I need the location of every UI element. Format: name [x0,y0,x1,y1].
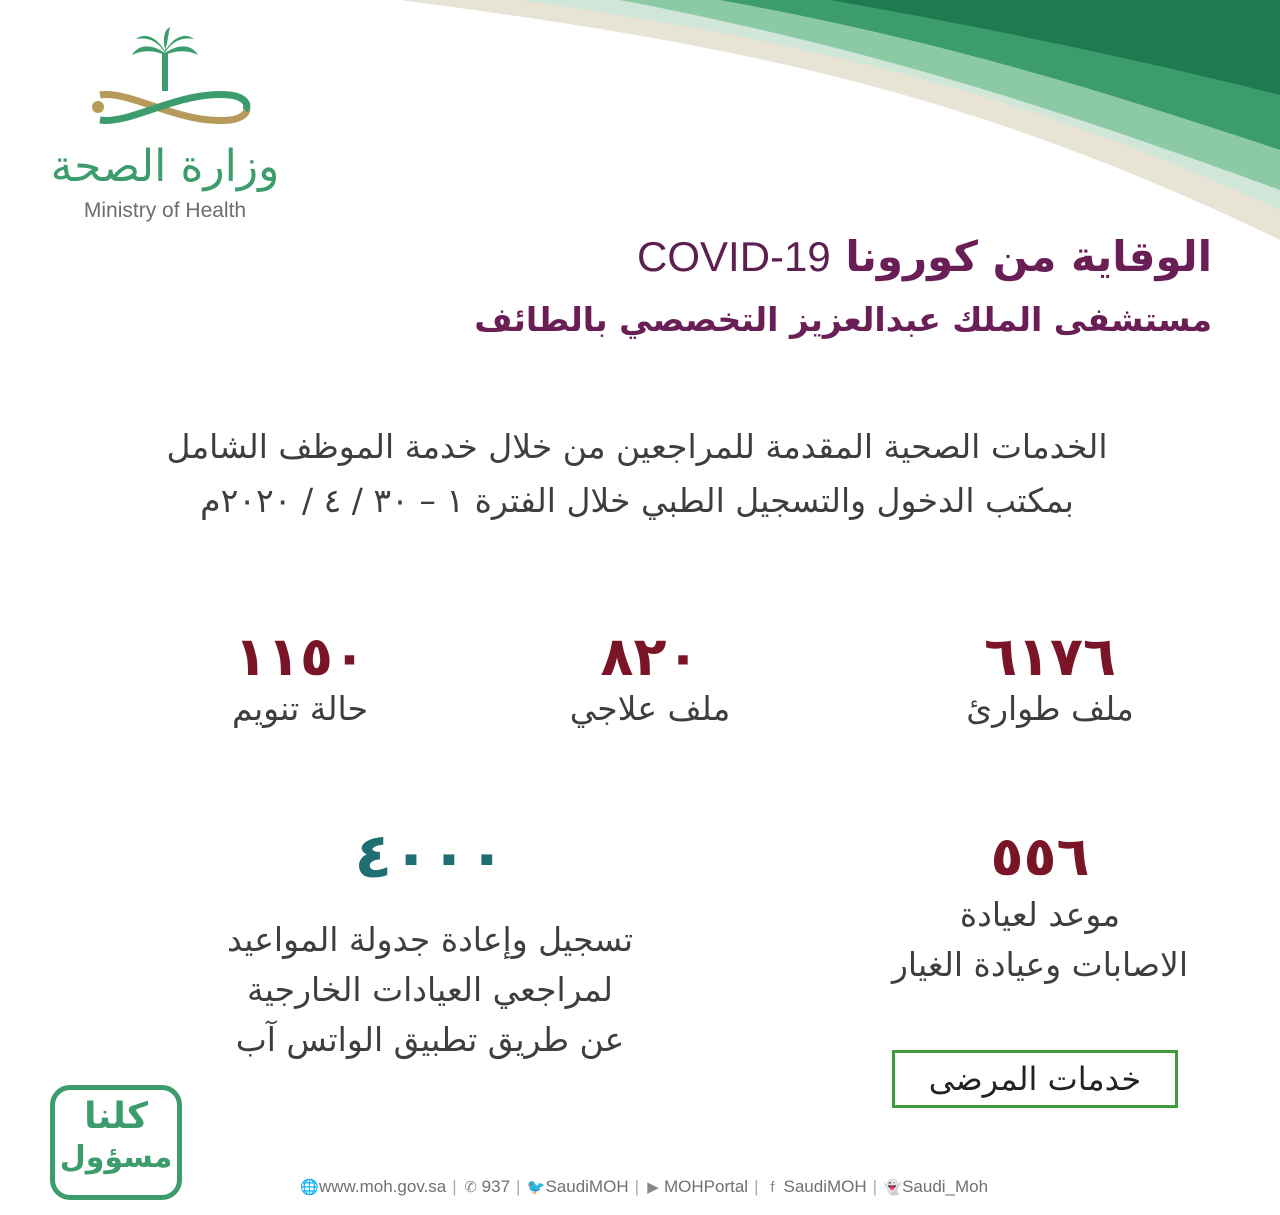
footer-separator: | [452,1177,457,1196]
stat-whatsapp-label-1: تسجيل وإعادة جدولة المواعيد [226,920,634,959]
logo-arabic-text: وزارة الصحة [50,141,280,192]
stat-clinic-value: ٥٥٦ [990,825,1090,888]
phone-icon: ✆ [464,1179,477,1196]
footer-separator: | [516,1177,521,1196]
footer-website[interactable]: 🌐 www.moh.gov.sa [300,1177,447,1196]
page-title [637,232,1212,281]
stat-inpatient-value: ١١٥٠ [234,625,366,688]
facebook-icon: f [770,1178,775,1196]
footer-separator: | [634,1177,640,1196]
slogan-logo [50,1085,182,1200]
stat-treatment [500,625,800,734]
stat-clinic-label-2: الاصابات وعيادة الغيار [891,945,1189,984]
moh-logo [40,25,290,230]
footer-contacts [300,1172,1060,1202]
intro-text [52,420,1222,528]
slogan-line-1: كلنا [84,1096,148,1137]
hospital-name: مستشفى الملك عبدالعزيز التخصصي بالطائف [474,300,1212,339]
footer-snapchat[interactable]: 👻 Saudi_Moh [883,1177,989,1196]
footer-facebook[interactable]: f SaudiMOH [765,1177,867,1197]
stat-emergency-value: ٦١٧٦ [984,625,1116,688]
palm-swords-emblem-icon [40,25,290,140]
logo-english-text: Ministry of Health [83,199,247,222]
stat-inpatient-label: حالة تنويم [231,689,369,728]
stat-emergency-label: ملف طوارئ [966,689,1134,728]
intro-line-1: الخدمات الصحية المقدمة للمراجعين من خلال خدمة الموظف الشامل [166,427,1108,466]
footer-youtube[interactable]: ▶ MOHPortal [645,1177,748,1197]
intro-line-2: بمكتب الدخول والتسجيل الطبي خلال الفترة ١ – ٣٠ / ٤ / ٢٠٢٠م [200,481,1074,520]
twitter-icon: 🐦 [526,1179,546,1196]
stat-whatsapp-value: ٤٠٠٠ [354,819,506,892]
globe-icon: 🌐 [300,1179,319,1196]
stat-emergency [900,625,1200,734]
stat-clinic-label-1: موعد لعيادة [959,895,1121,934]
stat-whatsapp-label-2: لمراجعي العيادات الخارجية [247,970,613,1009]
snapchat-icon: 👻 [883,1179,902,1196]
footer-phone[interactable]: ✆ 937 [464,1177,511,1196]
stat-whatsapp-label-3: عن طريق تطبيق الواتس آب [235,1020,625,1059]
stat-treatment-label: ملف علاجي [569,689,731,728]
title-arabic: الوقاية من كورونا [845,232,1212,281]
stat-inpatient [150,625,450,734]
patient-services-badge: خدمات المرضى [892,1050,1178,1108]
stat-clinic-appointments [840,825,1240,990]
footer-separator: | [872,1177,878,1196]
stat-treatment-value: ٨٢٠ [600,625,700,688]
footer-separator: | [754,1177,759,1196]
youtube-icon: ▶ [647,1179,659,1196]
stat-whatsapp [150,819,710,1065]
footer-twitter[interactable]: 🐦 SaudiMOH [526,1177,629,1196]
slogan-line-2: مسؤول [59,1140,173,1175]
title-english: COVID-19 [637,233,831,280]
